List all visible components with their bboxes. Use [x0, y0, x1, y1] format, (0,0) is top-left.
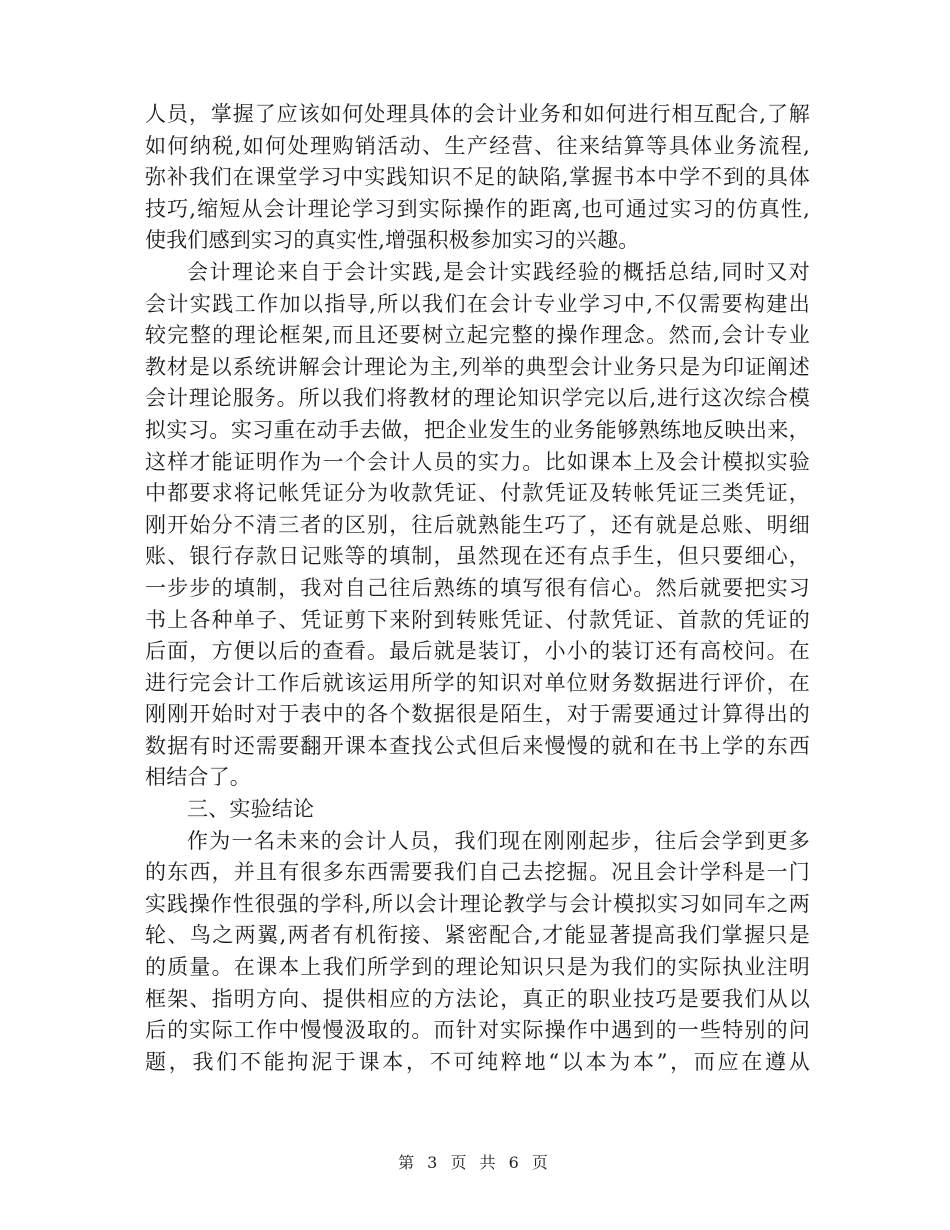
text-line: 技巧,缩短从会计理论学习到实际操作的距离,也可通过实习的仿真性, [145, 196, 810, 221]
text-line: 的东西，并且有很多东西需要我们自己去挖掘。况且会计学科是一门 [145, 860, 810, 885]
text-line: 账、银行存款日记账等的填制，虽然现在还有点手生，但只要细心， [145, 544, 810, 569]
text-line: 作为一名未来的会计人员，我们现在刚刚起步，往后会学到更多 [187, 828, 810, 853]
text-line: 人员，掌握了应该如何处理具体的会计业务和如何进行相互配合,了解 [145, 102, 810, 126]
text-line: 相结合了。 [145, 765, 251, 790]
document-body [145, 99, 810, 1078]
text-line: 如何纳税,如何处理购销活动、生产经营、往来结算等具体业务流程, [145, 133, 810, 158]
text-line: 较完整的理论框架,而且还要树立起完整的操作理念。然而,会计专业 [145, 323, 810, 348]
text-line: 使我们感到实习的真实性,增强积极参加实习的兴趣。 [145, 228, 640, 253]
text-line: 教材是以系统讲解会计理论为主,列举的典型会计业务只是为印证阐述 [145, 354, 810, 379]
text-line: 数据有时还需要翻开课本查找公式但后来慢慢的就和在书上学的东西 [145, 733, 810, 758]
text-line: 后的实际工作中慢慢汲取的。而针对实际操作中遇到的一些特别的问 [145, 1018, 810, 1043]
text-line: 刚开始分不清三者的区别，往后就熟能生巧了，还有就是总账、明细 [145, 512, 810, 537]
text-line: 实践操作性很强的学科,所以会计理论教学与会计模拟实习如同车之两 [145, 891, 810, 916]
text-line: 弥补我们在课堂学习中实践知识不足的缺陷,掌握书本中学不到的具体 [145, 165, 810, 190]
text-line: 拟实习。实习重在动手去做，把企业发生的业务能够熟练地反映出来， [145, 417, 810, 442]
text-line: 这样才能证明作为一个会计人员的实力。比如课本上及会计模拟实验 [145, 449, 810, 474]
page-footer: 第 3 页 共 6 页 [398, 1153, 552, 1172]
text-line: 框架、指明方向、提供相应的方法论，真正的职业技巧是要我们从以 [145, 986, 810, 1011]
text-line: 题，我们不能拘泥于课本，不可纯粹地“以本为本”，而应在遵从 [145, 1049, 810, 1074]
text-line: 进行完会计工作后就该运用所学的知识对单位财务数据进行评价，在 [145, 670, 810, 695]
text-line: 会计理论来自于会计实践,是会计实践经验的概括总结,同时又对 [187, 259, 810, 284]
text-line: 会计理论服务。所以我们将教材的理论知识学完以后,进行这次综合模 [145, 386, 810, 411]
text-line: 轮、鸟之两翼,两者有机衔接、紧密配合,才能显著提高我们掌握只是 [145, 923, 810, 948]
text-line: 中都要求将记帐凭证分为收款凭证、付款凭证及转帐凭证三类凭证， [145, 481, 810, 506]
text-line: 书上各种单子、凭证剪下来附到转账凭证、付款凭证、首款的凭证的 [145, 607, 810, 632]
section-heading: 三、实验结论 [187, 797, 315, 822]
text-line: 的质量。在课本上我们所学到的理论知识只是为我们的实际执业注明 [145, 955, 810, 980]
text-line: 后面，方便以后的查看。最后就是装订，小小的装订还有高校问。在 [145, 639, 810, 664]
text-line: 一步步的填制，我对自己往后熟练的填写很有信心。然后就要把实习 [145, 575, 810, 600]
text-line: 刚刚开始时对于表中的各个数据很是陌生，对于需要通过计算得出的 [145, 702, 810, 727]
text-line: 会计实践工作加以指导,所以我们在会计专业学习中,不仅需要构建出 [145, 291, 810, 316]
